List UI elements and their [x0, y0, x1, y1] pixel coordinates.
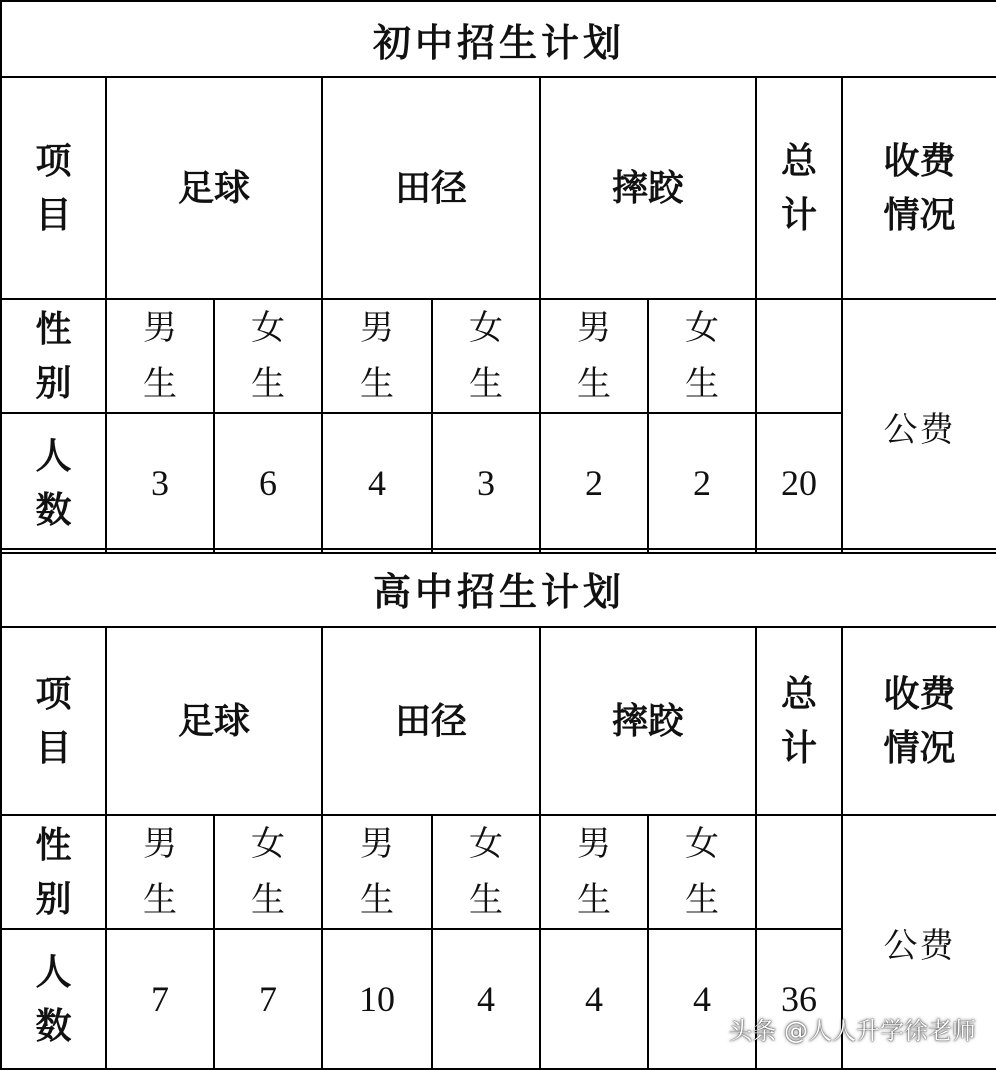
gender-cell-wrestling-female: 女 生	[648, 299, 756, 413]
count-total: 20	[756, 413, 842, 553]
sport-wrestling-header: 摔跤	[540, 77, 756, 299]
count-track-male: 10	[322, 929, 432, 1069]
count-label: 人 数	[1, 413, 106, 553]
sport-track-field-header: 田径	[322, 627, 540, 815]
gender-cell-wrestling-female: 女 生	[648, 815, 756, 929]
sport-football-header: 足球	[106, 77, 322, 299]
senior-plan-title: 高中招生计划	[1, 549, 996, 627]
total-header: 总 计	[756, 77, 842, 299]
fee-header: 收费 情况	[842, 77, 996, 299]
item-header: 项 目	[1, 627, 106, 815]
gender-cell-track-female: 女 生	[432, 815, 540, 929]
count-wrestling-male: 2	[540, 413, 648, 553]
fee-value: 公费	[842, 299, 996, 553]
gender-cell-track-female: 女 生	[432, 299, 540, 413]
total-header: 总 计	[756, 627, 842, 815]
count-football-female: 7	[214, 929, 322, 1069]
count-label: 人 数	[1, 929, 106, 1069]
count-football-male: 7	[106, 929, 214, 1069]
gender-cell-football-male: 男 生	[106, 815, 214, 929]
count-track-female: 3	[432, 413, 540, 553]
sport-track-field-header: 田径	[322, 77, 540, 299]
sport-wrestling-header: 摔跤	[540, 627, 756, 815]
senior-plan-table	[0, 548, 996, 1070]
gender-cell-wrestling-male: 男 生	[540, 815, 648, 929]
gender-cell-football-female: 女 生	[214, 815, 322, 929]
watermark-text: 头条 @人人升学徐老师	[728, 1017, 976, 1045]
total-gender-empty-cell	[756, 299, 842, 413]
count-track-male: 4	[322, 413, 432, 553]
gender-cell-track-male: 男 生	[322, 299, 432, 413]
junior-plan-title: 初中招生计划	[1, 1, 996, 77]
count-track-female: 4	[432, 929, 540, 1069]
count-wrestling-male: 4	[540, 929, 648, 1069]
gender-label: 性 别	[1, 815, 106, 929]
fee-value: 公费	[842, 815, 996, 1069]
count-wrestling-female: 4	[648, 929, 756, 1069]
sport-football-header: 足球	[106, 627, 322, 815]
count-football-male: 3	[106, 413, 214, 553]
gender-cell-football-female: 女 生	[214, 299, 322, 413]
gender-cell-track-male: 男 生	[322, 815, 432, 929]
count-total: 36	[756, 929, 842, 1069]
fee-header: 收费 情况	[842, 627, 996, 815]
count-football-female: 6	[214, 413, 322, 553]
total-gender-empty-cell	[756, 815, 842, 929]
count-wrestling-female: 2	[648, 413, 756, 553]
item-header: 项 目	[1, 77, 106, 299]
gender-label: 性 别	[1, 299, 106, 413]
gender-cell-wrestling-male: 男 生	[540, 299, 648, 413]
gender-cell-football-male: 男 生	[106, 299, 214, 413]
